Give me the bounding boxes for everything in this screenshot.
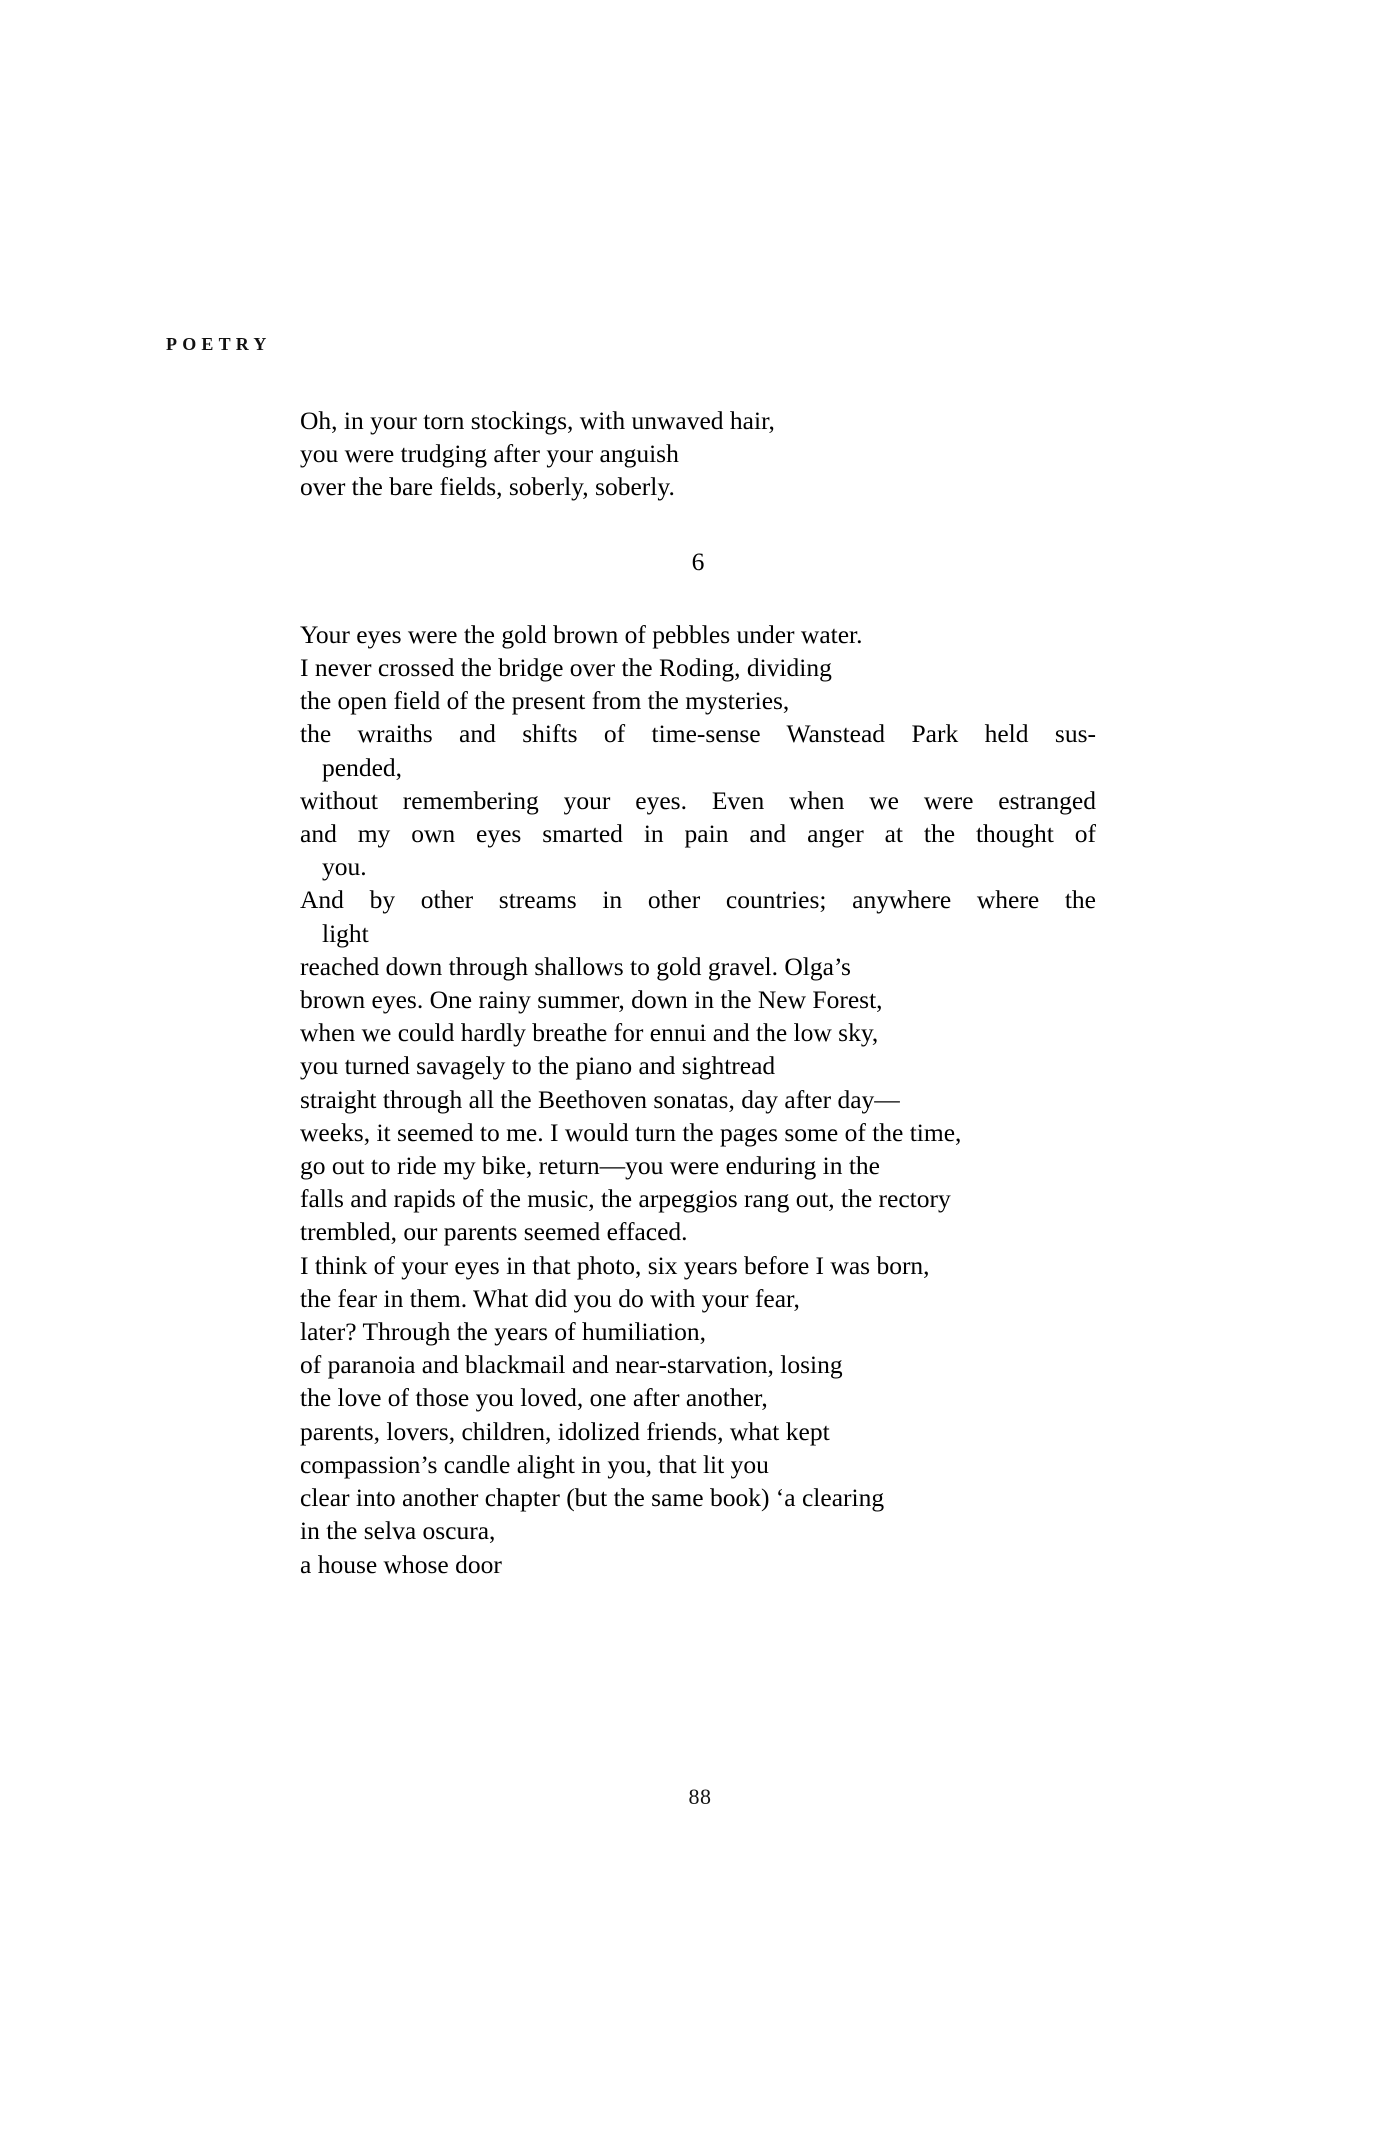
poem-line: Oh, in your torn stockings, with unwaved hair, (300, 406, 775, 435)
stanza-two (300, 618, 1096, 1581)
poem-line: light (322, 918, 369, 948)
poem-line: I never crossed the bridge over the Roding, dividing (300, 653, 832, 683)
poem-line: later? Through the years of humiliation, (300, 1317, 706, 1347)
poem-line: trembled, our parents seemed effaced. (300, 1217, 688, 1247)
poem-line: falls and rapids of the music, the arpeggios rang out, the rectory (300, 1184, 951, 1214)
spacer-after-section-number (300, 578, 1096, 618)
poem-line: parents, lovers, children, idolized friends, what kept (300, 1416, 830, 1446)
poem-line: you were trudging after your anguish (300, 439, 679, 469)
poem-line: when we could hardly breathe for ennui and the low sky, (300, 1018, 879, 1048)
poem-line: brown eyes. One rainy summer, down in the New Forest, (300, 985, 883, 1015)
poem-line: straight through all the Beethoven sonatas, day after day— (300, 1084, 900, 1114)
poem-line: the fear in them. What did you do with your fear, (300, 1283, 800, 1313)
poem-line: a house whose door (300, 1549, 502, 1579)
poem-line: over the bare fields, soberly, soberly. (300, 472, 675, 502)
poem-line: the love of those you loved, one after another, (300, 1383, 768, 1413)
poem-line: in the selva oscura, (300, 1516, 496, 1546)
poem-line: And by other streams in other countries; anywhere where the (300, 885, 1096, 915)
poem-line: the open field of the present from the mysteries, (300, 686, 790, 716)
poem-line: you. (322, 852, 367, 882)
poem-line: compassion’s candle alight in you, that lit you (300, 1449, 769, 1479)
poem-line: Your eyes were the gold brown of pebbles under water. (300, 619, 863, 649)
running-head: POETRY (166, 334, 272, 354)
section-number: 6 (691, 546, 705, 576)
poem-line: reached down through shallows to gold gravel. Olga’s (300, 951, 851, 981)
poem-line: of paranoia and blackmail and near-starvation, losing (300, 1350, 843, 1380)
poem-line: I think of your eyes in that photo, six years before I was born, (300, 1250, 930, 1280)
spacer-before-section-number (300, 504, 1096, 545)
page-number: 88 (688, 1784, 712, 1809)
poem-line: weeks, it seemed to me. I would turn the pages some of the time, (300, 1117, 962, 1147)
poem-line: without remembering your eyes. Even when we were estranged (300, 785, 1096, 815)
poem-line: the wraiths and shifts of time-sense Wanstead Park held sus- (300, 719, 1096, 749)
poem-line: go out to ride my bike, return—you were enduring in the (300, 1151, 880, 1181)
poem-line: you turned savagely to the piano and sightread (300, 1051, 776, 1081)
poem-line: pended, (322, 752, 403, 782)
poem-line: clear into another chapter (but the same book) ‘a clearing (300, 1483, 885, 1513)
poem-line: and my own eyes smarted in pain and anger at the thought of (300, 819, 1096, 849)
stanza-one (300, 404, 1096, 504)
poem-body (300, 404, 1096, 1581)
